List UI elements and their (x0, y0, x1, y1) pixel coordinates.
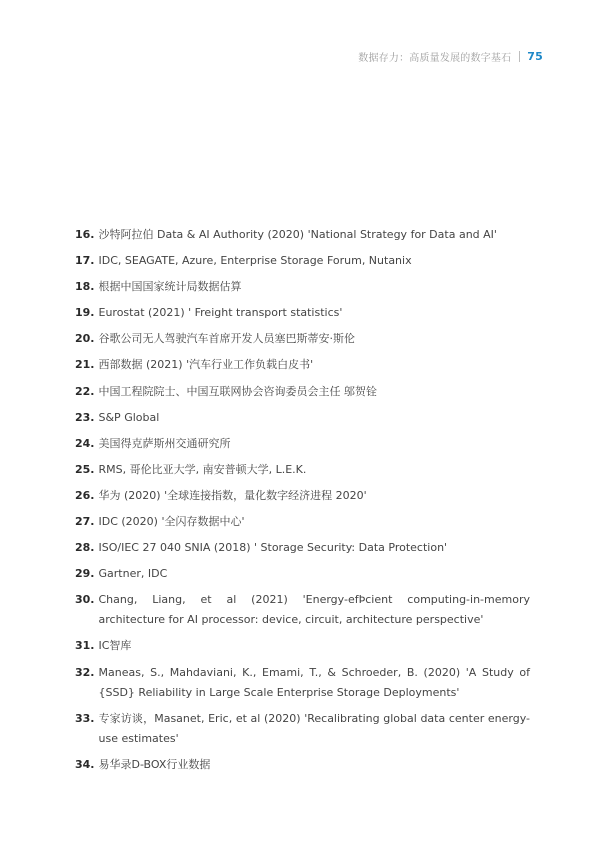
header-divider (519, 51, 520, 62)
reference-text: 谷歌公司无人驾驶汽车首席开发人员塞巴斯蒂安·斯伦 (98, 332, 355, 346)
reference-text: Chang, Liang, et al (2021) 'Energy-efÞcient computing-in-memory architecture for AI processor: device, circuit, architecture perspective' (98, 593, 530, 627)
running-header (358, 49, 543, 64)
reference-number: 17. (75, 254, 95, 268)
reference-text: 西部数据 (2021) '汽车行业工作负载白皮书' (98, 358, 314, 372)
reference-list (75, 225, 530, 781)
reference-number: 28. (75, 541, 95, 555)
reference-number: 16. (75, 228, 95, 241)
reference-item-25 (75, 460, 530, 480)
reference-number: 26. (75, 488, 95, 502)
reference-item-17 (75, 251, 530, 271)
document-title: 数据存力：高质量发展的数字基石 (358, 53, 512, 64)
reference-number: 29. (75, 567, 95, 581)
reference-number: 21. (75, 358, 95, 372)
reference-text: 根据中国国家统计局数据估算 (98, 280, 242, 294)
reference-text: 中国工程院院士、中国互联网协会咨询委员会主任 邬贺铨 (98, 384, 377, 398)
reference-item-31 (75, 636, 530, 656)
reference-number: 22. (75, 384, 95, 398)
reference-text: ISO/IEC 27 040 SNIA (2018) ' Storage Security: Data Protection' (98, 541, 448, 555)
reference-number: 25. (75, 462, 95, 476)
reference-text: 易华录D-BOX行业数据 (98, 757, 211, 771)
reference-text: 专家访谈，Masanet, Eric, et al (2020) 'Recalibrating global data center energy-use estimates' (98, 711, 530, 745)
reference-text: IDC, SEAGATE, Azure, Enterprise Storage Forum, Nutanix (98, 254, 412, 268)
reference-number: 32. (75, 665, 95, 679)
reference-number: 27. (75, 515, 95, 529)
reference-item-22 (75, 382, 530, 402)
reference-text: Gartner, IDC (98, 567, 168, 581)
reference-item-19 (75, 303, 530, 323)
reference-number: 30. (75, 593, 95, 607)
reference-item-33 (75, 709, 530, 749)
reference-item-26 (75, 486, 530, 506)
reference-item-27 (75, 512, 530, 532)
reference-item-20 (75, 329, 530, 349)
page-number: 75 (527, 50, 543, 63)
reference-number: 23. (75, 410, 95, 424)
reference-number: 18. (75, 280, 95, 294)
reference-text: Eurostat (2021) ' Freight transport statistics' (98, 306, 343, 320)
reference-item-16 (75, 225, 530, 245)
reference-text: IDC (2020) '全闪存数据中心' (98, 515, 245, 529)
reference-item-28 (75, 538, 530, 558)
reference-item-21 (75, 355, 530, 375)
reference-item-23 (75, 408, 530, 428)
reference-item-32 (75, 663, 530, 703)
reference-number: 19. (75, 306, 95, 320)
reference-text: Maneas, S., Mahdaviani, K., Emami, T., & Schroeder, B. (2020) 'A Study of {SSD} Reliability in Large Scale Enterprise Storage Deployments' (98, 665, 530, 699)
reference-number: 24. (75, 436, 95, 450)
reference-text: 华为 (2020) '全球连接指数，量化数字经济进程 2020' (98, 488, 367, 502)
reference-number: 34. (75, 757, 95, 771)
reference-text: 美国得克萨斯州交通研究所 (98, 436, 231, 450)
reference-text: RMS, 哥伦比亚大学, 南安普顿大学, L.E.K. (98, 462, 307, 476)
reference-item-29 (75, 564, 530, 584)
reference-item-18 (75, 277, 530, 297)
reference-item-34 (75, 755, 530, 775)
reference-text: S&P Global (98, 410, 160, 424)
reference-item-24 (75, 434, 530, 454)
reference-number: 20. (75, 332, 95, 346)
reference-number: 33. (75, 711, 95, 725)
reference-text: IC智库 (98, 639, 132, 653)
reference-text: 沙特阿拉伯 Data & AI Authority (2020) 'National Strategy for Data and AI' (98, 228, 497, 241)
reference-item-30 (75, 590, 530, 630)
reference-number: 31. (75, 639, 95, 653)
